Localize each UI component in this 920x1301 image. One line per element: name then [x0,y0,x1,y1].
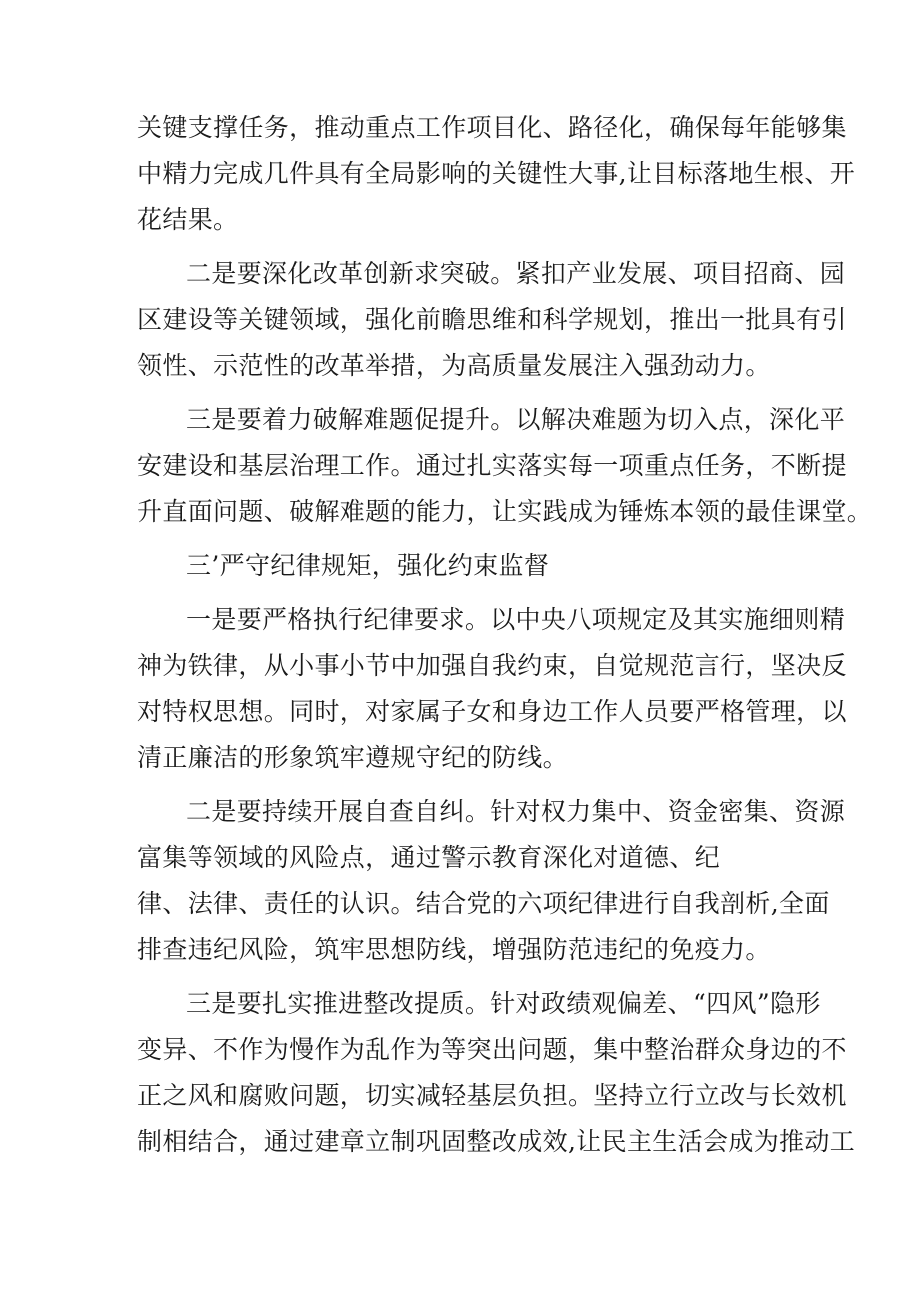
text-line: 律、法律、责任的认识。结合党的六项纪律进行自我剖析,全面 [137,889,830,918]
text-line: 中精力完成几件具有全局影响的关键性大事,让目标落地生根、开 [137,159,856,188]
text-line: 升直面问题、破解难题的能力，让实践成为锤炼本领的最佳课堂。 [137,497,873,526]
section-heading: 三’严守纪律规矩，强化约束监督 [186,551,550,580]
text-line: 三是要扎实推进整改提质。针对政绩观偏差、“四风”隐形 [186,989,821,1018]
text-line: 二是要持续开展自查自纠。针对权力集中、资金密集、资源 [186,797,846,826]
text-line: 制相结合，通过建章立制巩固整改成效,让民主生活会成为推动工 [137,1127,856,1156]
text-line: 神为铁律，从小事小节中加强自我约束，自觉规范言行，坚决反 [137,651,847,680]
text-line: 变异、不作为慢作为乱作为等突出问题，集中整治群众身边的不 [137,1035,847,1064]
text-line: 领性、示范性的改革举措，为高质量发展注入强劲动力。 [137,351,771,380]
text-line: 区建设等关键领域，强化前瞻思维和科学规划，推出一批具有引 [137,305,847,334]
text-line: 三是要着力破解难题促提升。以解决难题为切入点，深化平 [186,405,846,434]
text-line: 富集等领域的风险点，通过警示教育深化对道德、纪 [137,843,721,872]
text-line: 安建设和基层治理工作。通过扎实落实每一项重点任务，不断提 [137,451,847,480]
text-line: 二是要深化改革创新求突破。紧扣产业发展、项目招商、园 [186,259,846,288]
text-line: 一是要严格执行纪律要求。以中央八项规定及其实施细则精 [186,605,846,634]
text-line: 花结果。 [137,205,239,234]
text-line: 对特权思想。同时，对家属子女和身边工作人员要严格管理，以 [137,697,847,726]
text-line: 关键支撑任务，推动重点工作项目化、路径化，确保每年能够集 [137,113,847,142]
text-line: 正之风和腐败问题，切实减轻基层负担。坚持立行立改与长效机 [137,1081,847,1110]
text-line: 排查违纪风险，筑牢思想防线，增强防范违纪的免疫力。 [137,935,771,964]
text-line: 清正廉洁的形象筑牢遵规守纪的防线。 [137,743,568,772]
